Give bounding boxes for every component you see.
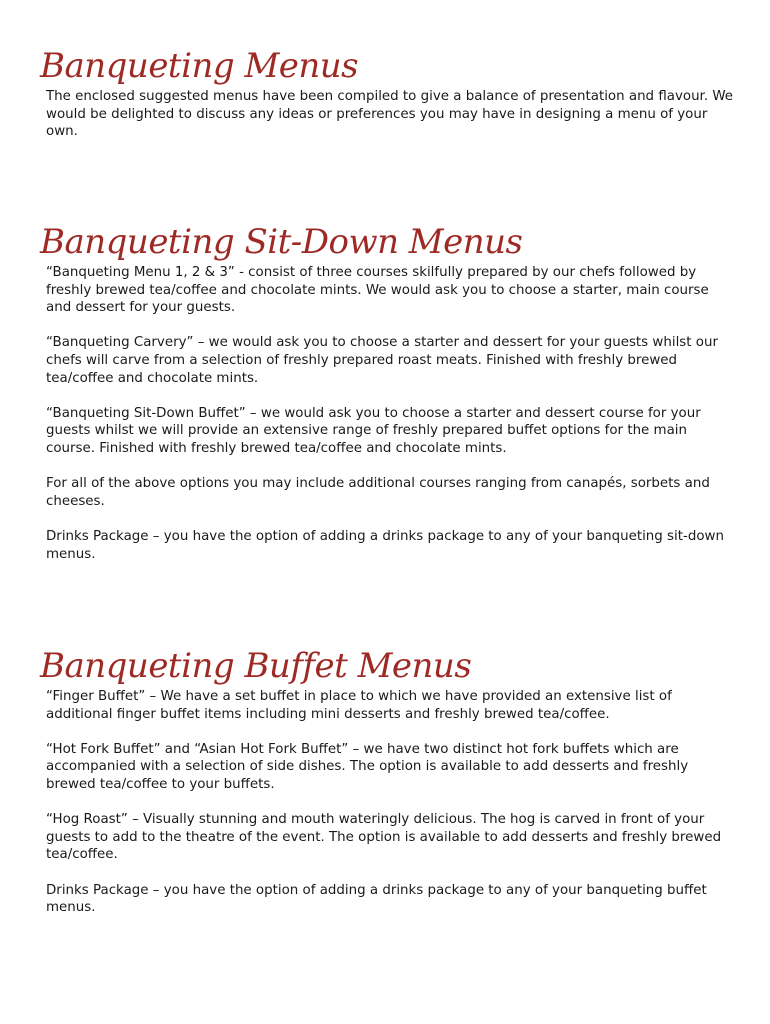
section-banqueting-menus bbox=[40, 46, 736, 141]
section-buffet-menus bbox=[40, 646, 736, 917]
paragraph-banqueting-carvery: “Banqueting Carvery” – we would ask you to choose a starter and dessert for your guests whilst our chefs will carve from a selection of freshly prepared roast meats. Finished with freshly brewed tea/coffee and chocolate mints. bbox=[46, 335, 718, 386]
paragraph-drinks-package-buffet: Drinks Package – you have the option of adding a drinks package to any of your banqueting buffet menus. bbox=[46, 882, 707, 916]
paragraph-banqueting-menu-123: “Banqueting Menu 1, 2 & 3” - consist of three courses skilfully prepared by our chefs followed by freshly brewed tea/coffee and chocolate mints. We would ask you to choose a starter, main course and dessert for your guests. bbox=[46, 265, 709, 316]
paragraph-sit-down-buffet: “Banqueting Sit-Down Buffet” – we would ask you to choose a starter and dessert course for your guests whilst we will provide an extensive range of freshly prepared buffet options for the main course. Finished with freshly brewed tea/coffee and chocolate mints. bbox=[46, 405, 701, 456]
section-sit-down-menus bbox=[40, 222, 736, 563]
intro-paragraph: The enclosed suggested menus have been compiled to give a balance of presentation and flavour. We would be delighted to discuss any ideas or preferences you may have in designing a menu of your own. bbox=[46, 89, 734, 140]
paragraph-hog-roast: “Hog Roast” – Visually stunning and mouth wateringly delicious. The hog is carved in front of your guests to add to the theatre of the event. The option is available to add desserts and freshly brewed tea/coffee. bbox=[46, 812, 722, 863]
paragraph-finger-buffet: “Finger Buffet” – We have a set buffet in place to which we have provided an extensive list of additional finger buffet items including mini desserts and freshly brewed tea/coffee. bbox=[46, 689, 672, 722]
heading-buffet-menus: Banqueting Buffet Menus bbox=[40, 646, 472, 686]
heading-banqueting-menus: Banqueting Menus bbox=[40, 46, 359, 86]
paragraph-hot-fork-buffet: “Hot Fork Buffet” and “Asian Hot Fork Buffet” – we have two distinct hot fork buffets which are accompanied with a selection of side dishes. The option is available to add desserts and freshly brewed tea/coffee to your buffets. bbox=[46, 741, 689, 792]
paragraph-drinks-package-sitdown: Drinks Package – you have the option of adding a drinks package to any of your banqueting sit-down menus. bbox=[46, 528, 724, 562]
heading-sit-down-menus: Banqueting Sit-Down Menus bbox=[40, 222, 523, 262]
paragraph-additional-courses: For all of the above options you may include additional courses ranging from canapés, sorbets and cheeses. bbox=[46, 476, 710, 509]
